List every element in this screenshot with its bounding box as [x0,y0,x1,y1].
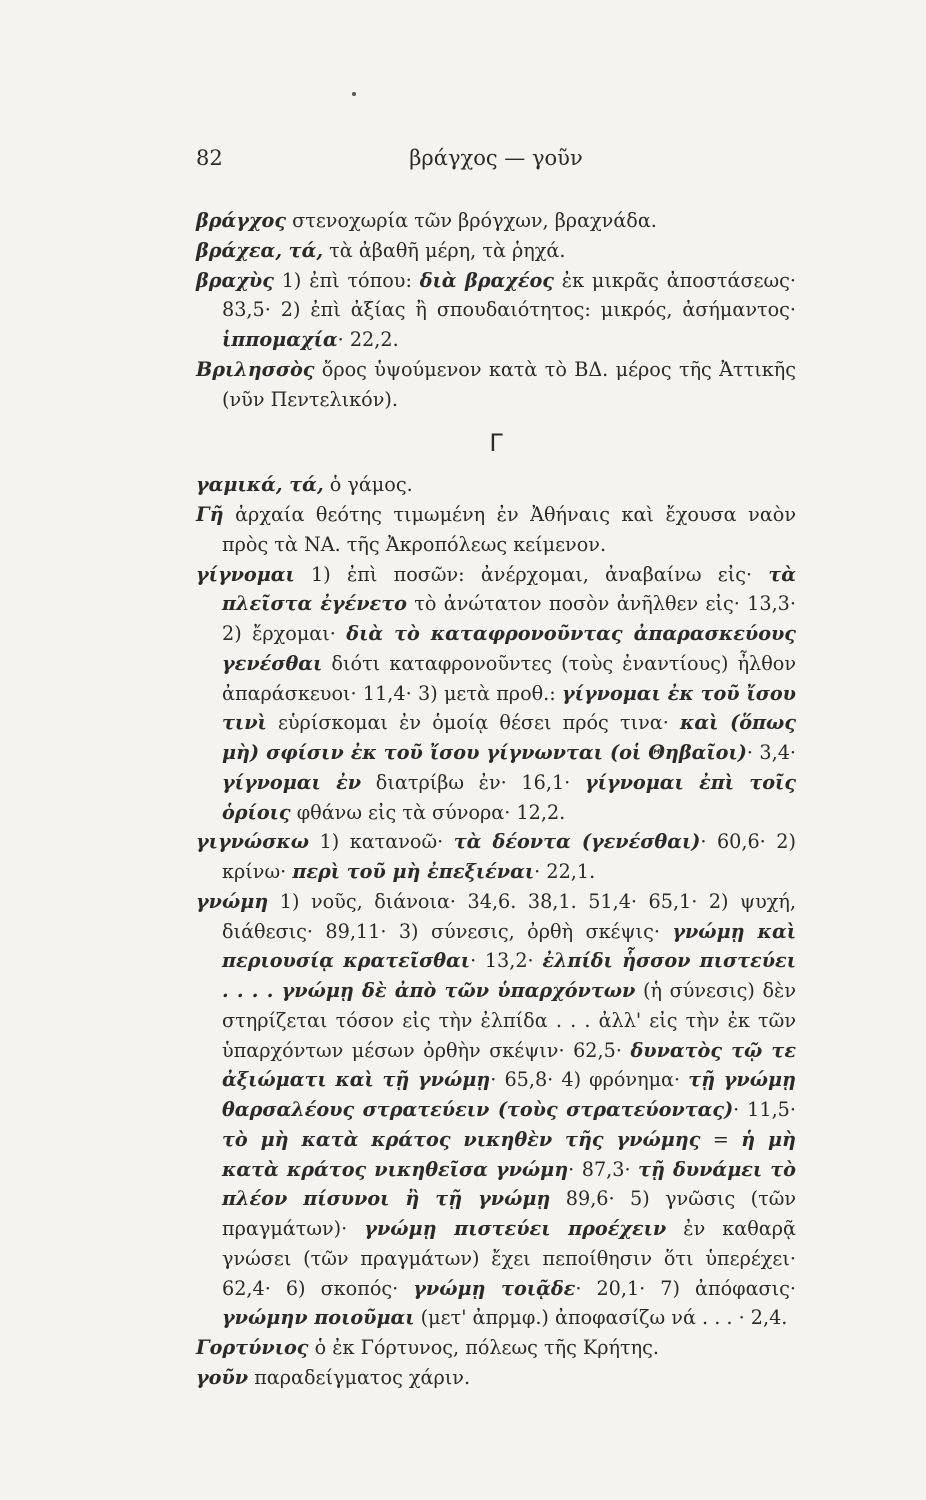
definition: · 22,1. [534,860,596,883]
entry-brachys [196,266,796,355]
definition: 1) νοῦς, διάνοια· 34,6. 38,1. 51,4· 65,1· 2) ψυχή, διάθεσις· 89,11· 3) σύνεσις, ὀρθὴ σκέψις· [222,889,796,943]
page-number: 82 [196,146,223,170]
definition: · 65,8· 4) φρόνημα· [490,1068,689,1092]
phrase: τὰ πλεῖστα ἐγένετο [222,562,796,616]
phrase: γνώμῃ πιστεύει προέχειν [364,1217,667,1240]
definition: · 20,1· 7) ἀπόφασις· [575,1276,796,1300]
lemma: βράχεα, τά, [196,238,324,262]
entry-brangchos [196,206,796,236]
glossary-body [196,206,796,1393]
definition: · 3,4· [746,741,797,764]
definition: διότι καταφρονοῦντες (τοὺς ἐναντίους) ἦλθον ἀπαράσκευοι· 11,4· 3) μετὰ προθ.: [222,651,796,705]
lemma: βράγχος [196,209,287,232]
phrase: ἡ μὴ κατὰ κράτος νικηθεῖσα γνώμη [222,1127,797,1181]
definition: 1) ἐπὶ ποσῶν: ἀνέρχομαι, ἀναβαίνω εἰς· [294,562,769,586]
entry-gortynios [196,1333,796,1363]
definition: τὸ ἀνώτατον ποσὸν ἀνῆλθεν εἰς· 13,3· 2) ἔρχομαι· [222,592,796,645]
lemma: γιγνώσκω [196,830,309,854]
phrase: τὰ δέοντα (γενέσθαι) [453,830,701,854]
definition: παραδείγματος χάριν. [248,1365,471,1389]
phrase: γίγνομαι ἐκ τοῦ ἴσου τινὶ [222,681,796,735]
definition: τὰ ἀβαθῆ μέρη, τὰ ῥηχά. [323,238,566,262]
running-title: βράγχος — γοῦν [409,146,583,170]
definition: 89,6· 5) γνῶσις (τῶν πραγμάτων)· [222,1187,797,1240]
lemma: γοῦν [196,1365,249,1389]
definition: ἐκ μικρᾶς ἀποστάσεως· 83,5· 2) ἐπὶ ἀξίας ἢ σπουδαιότητος: μικρός, ἀσήμαντος· [222,268,797,322]
definition: ὁ γάμος. [323,473,413,497]
phrase: περὶ τοῦ μὴ ἐπεξιέναι [292,860,535,883]
definition: στενοχωρία τῶν βρόγχων, βραχνάδα. [286,209,657,232]
section-letter: Γ [489,429,503,458]
definition: · 11,5· [733,1098,796,1121]
lemma: βραχὺς [196,268,274,292]
entry-brilessos [196,355,796,415]
phrase: γίγνομαι ἐπὶ τοῖς ὁρίοις [222,770,797,824]
lemma: Γῆ [196,503,224,526]
definition: ὁ ἐκ Γόρτυνος, πόλεως τῆς Κρήτης. [308,1336,659,1359]
entry-gnome [196,887,796,1333]
lemma: γαμικά, τά, [196,473,324,497]
phrase: διὰ βραχέος [419,268,554,292]
definition: εὑρίσκομαι ἐν ὁμοίᾳ θέσει πρός τινα· [266,711,680,735]
phrase: τὸ μὴ κατὰ κράτος νικηθὲν τῆς γνώμης [222,1127,701,1151]
print-speck [352,92,356,96]
definition: · 87,3· [568,1157,639,1181]
definition: φθάνω εἰς τὰ σύνορα· 12,2. [290,800,566,824]
phrase: ἱππομαχία [222,328,338,351]
lemma: γνώμη [196,889,269,913]
phrase: καὶ (ὅπως μὴ) σφίσιν ἐκ τοῦ ἴσου γίγνωνται (οἱ Θηβαῖοι) [222,711,797,764]
entry-gamika [196,470,796,500]
phrase: γνώμην ποιοῦμαι [222,1306,415,1330]
phrase: γίγνομαι ἐν [222,770,362,794]
definition: = [700,1127,742,1151]
entry-ge [196,500,796,560]
lemma: γίγνομαι [196,562,295,586]
phrase: γνώμῃ καὶ περιουσίᾳ κρατεῖσθαι [222,919,796,973]
lemma: Βριλησσὸς [196,357,315,381]
definition: (μετ' ἀπρμφ.) ἀποφασίζω νά . . . · 2,4. [414,1306,788,1330]
entry-gignomai [196,560,796,828]
entry-gignosko [196,827,796,887]
lemma: Γορτύνιος [196,1336,309,1359]
phrase: τῇ δυνάμει τὸ πλέον πίσυνοι ἢ τῇ γνώμῃ [222,1157,796,1211]
definition: · 22,2. [337,328,399,351]
definition: ὄρος ὑψούμενον κατὰ τὸ ΒΔ. μέρος τῆς Ἀττικῆς (νῦν Πεντελικόν). [222,357,796,411]
phrase: διὰ τὸ καταφρονοῦντας ἀπαρασκεύους γενέσθαι [222,622,796,675]
definition: · 60,6· 2) κρίνω· [222,830,796,883]
phrase: τῇ γνώμῃ θαρσαλέους στρατεύειν (τοὺς στρατεύοντας) [222,1068,796,1121]
definition: ἀρχαία θεότης τιμωμένη ἐν Ἀθήναις καὶ ἔχουσα ναὸν πρὸς τὰ ΝΑ. τῆς Ἀκροπόλεως κείμενον. [222,503,796,556]
definition: 1) κατανοῶ· [309,830,454,854]
definition: 1) ἐπὶ τόπου: [273,268,420,292]
entry-brachea [196,236,796,266]
phrase: δυνατὸς τῷ τε ἀξιώματι καὶ τῇ γνώμῃ [222,1038,796,1092]
definition: · 13,2· [470,949,543,973]
phrase: ἐλπίδι ἧσσον πιστεύει . . . . γνώμῃ δὲ ἀπὸ τῶν ὑπαρχόντων [222,949,796,1002]
phrase: γνώμῃ τοιᾷδε [413,1276,576,1300]
definition: (ἡ σύνεσις) δὲν στηρίζεται τόσον εἰς τὴν ἐλπίδα . . . ἀλλ' εἰς τὴν ἐκ τῶν ὑπαρχόντων μέσων ὀρθὴν σκέψιν· 62,5· [222,979,796,1062]
definition: ἐν καθαρᾷ γνώσει (τῶν πραγμάτων) ἔχει πεποίθησιν ὅτι ὑπερέχει· 62,4· 6) σκοπός· [222,1217,796,1300]
entry-goun [196,1363,796,1393]
definition: διατρίβω ἐν· 16,1· [361,770,585,794]
page-header [196,146,796,180]
